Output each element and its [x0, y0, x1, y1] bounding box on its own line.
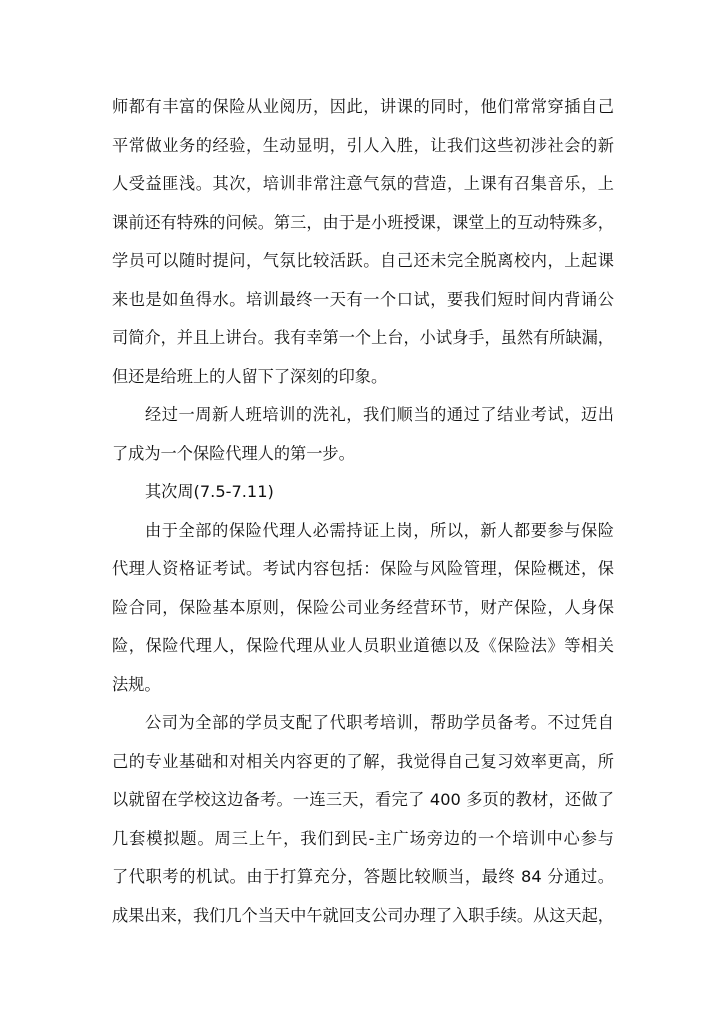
text-line: 险，保险代理人，保险代理从业人员职业道德以及《保险法》等相关 [112, 636, 614, 655]
text-line: 公司为全部的学员支配了代职考培训，帮助学员备考。不过凭自 [145, 713, 614, 732]
text-line: 师都有丰富的保险从业阅历，因此，讲课的同时，他们常常穿插自己 [112, 97, 614, 116]
document-body [112, 88, 614, 935]
text-line: 来也是如鱼得水。培训最终一天有一个口试，要我们短时间内背诵公 [112, 289, 614, 309]
text-line: 课前还有特殊的问候。第三，由于是小班授课，课堂上的互动特殊多， [112, 212, 614, 232]
text-line: 平常做业务的经验，生动显明，引人入胜，让我们这些初涉社会的新 [112, 135, 614, 155]
text-line: 以就留在学校这边备考。一连三天，看完了 400 多页的教材，还做了 [112, 790, 614, 809]
text-line: 险合同，保险基本原则，保险公司业务经营环节，财产保险，人身保 [112, 597, 614, 617]
text-line: 己的专业基础和对相关内容更的了解，我觉得自己复习效率更高，所 [112, 751, 614, 771]
text-line: 经过一周新人班培训的洗礼，我们顺当的通过了结业考试，迈出 [145, 405, 614, 424]
text-line: 人受益匪浅。其次，培训非常注意气氛的营造，上课有召集音乐，上 [112, 174, 614, 193]
text-line: 但还是给班上的人留下了深刻的印象。 [112, 366, 388, 386]
text-line: 司简介，并且上讲台。我有幸第一个上台，小试身手，虽然有所缺漏， [112, 328, 614, 347]
text-line: 法规。 [112, 674, 161, 694]
text-line: 成果出来，我们几个当天中午就回支公司办理了入职手续。从这天起， [112, 905, 614, 925]
text-line: 代理人资格证考试。考试内容包括：保险与风险管理，保险概述，保 [112, 559, 614, 578]
text-line: 几套模拟题。周三上午，我们到民-主广场旁边的一个培训中心参与 [112, 828, 614, 848]
text-line: 了成为一个保险代理人的第一步。 [112, 443, 355, 463]
text-line: 其次周(7.5-7.11) [145, 482, 274, 501]
text-line: 了代职考的机试。由于打算充分，答题比较顺当，最终 84 分通过。 [112, 867, 614, 886]
text-line: 学员可以随时提问，气氛比较活跃。自己还未完全脱离校内，上起课 [112, 251, 614, 270]
text-line: 由于全部的保险代理人必需持证上岗，所以，新人都要参与保险 [145, 520, 614, 540]
